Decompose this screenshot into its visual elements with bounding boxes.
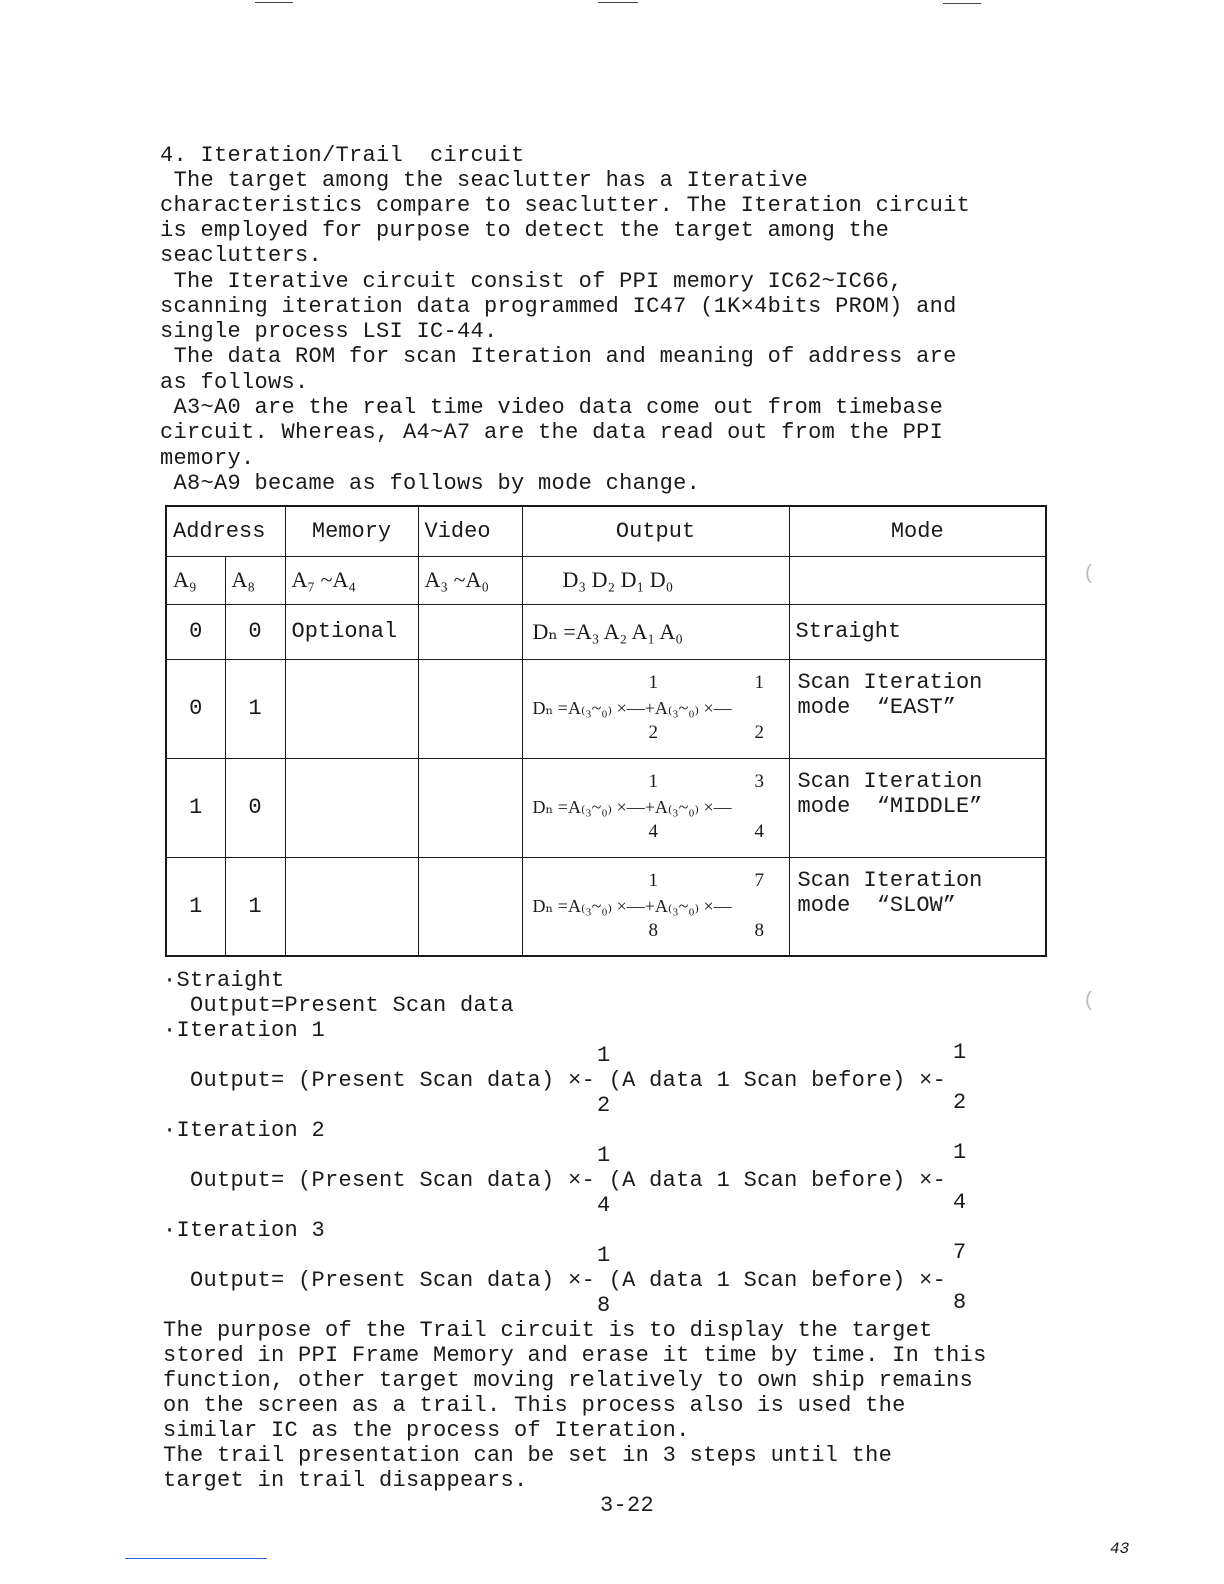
fraction-denominator: 2 (648, 721, 659, 743)
trail-para-line: The purpose of the Trail circuit is to display the target (163, 1318, 933, 1343)
sub-mode (789, 556, 1046, 604)
para4-line: A3~A0 are the real time video data come out from timebase (160, 395, 944, 420)
fraction-numerator: 1 (597, 1043, 611, 1068)
table-row (166, 604, 1046, 659)
sub-a8: A₈ (225, 556, 285, 604)
para2-line: scanning iteration data programmed IC47 (1K×4bits PROM) and (160, 294, 957, 319)
scan-mark (943, 3, 981, 4)
mode-text: Scan Iteration mode “EAST” (797, 669, 983, 720)
formula-expression: Dₙ =A₍₃~₀₎ ×—+A₍₃~₀₎ ×— (532, 895, 732, 916)
table-header-row (166, 506, 1046, 556)
cell-a9: 1 (166, 857, 225, 956)
cell-video (418, 604, 522, 659)
iteration-label: ·Iteration 2 (163, 1118, 326, 1143)
fraction-denominator: 4 (953, 1190, 967, 1215)
fraction-numerator: 1 (648, 869, 659, 891)
table-subheader-row (166, 556, 1046, 604)
header-memory: Memory (285, 506, 418, 556)
cell-video (418, 659, 522, 758)
fraction-numerator: 1 (648, 770, 659, 792)
address-mode-table (165, 505, 1047, 957)
iteration-label: ·Iteration 3 (163, 1218, 326, 1243)
mode-text: Scan Iteration mode “SLOW” (797, 867, 983, 918)
fraction-denominator: 8 (754, 919, 765, 941)
cell-output: Dₙ =A₃ A₂ A₁ A₀ (522, 604, 789, 659)
fraction-numerator: 7 (754, 869, 765, 891)
iteration-expression: Output= (Present Scan data) ×- (A data 1 Scan before) ×- (163, 1268, 947, 1293)
fraction-numerator: 1 (597, 1243, 611, 1268)
trail-para-line: similar IC as the process of Iteration. (163, 1418, 690, 1443)
footer-rule (125, 1558, 267, 1559)
sub-video: A₃ ~A₀ (418, 556, 522, 604)
trail-para-line: on the screen as a trail. This process also is used the (163, 1393, 906, 1418)
fraction-denominator: 2 (597, 1093, 611, 1118)
para1-line: seaclutters. (160, 243, 323, 268)
para3-line: The data ROM for scan Iteration and meaning of address are (160, 344, 957, 369)
cell-memory (285, 857, 418, 956)
sub-output: D₃ D₂ D₁ D₀ (522, 556, 789, 604)
straight-label: ·Straight (163, 968, 285, 993)
cell-memory (285, 659, 418, 758)
table-row (166, 857, 1046, 956)
cell-mode: Straight (789, 604, 1046, 659)
trail-para-line: target in trail disappears. (163, 1468, 528, 1493)
para4-line: circuit. Whereas, A4~A7 are the data read out from the PPI (160, 420, 944, 445)
cell-mode (789, 659, 1046, 758)
para1-line: The target among the seaclutter has a Iterative (160, 168, 809, 193)
cell-memory: Optional (285, 604, 418, 659)
para2-line: single process LSI IC-44. (160, 319, 498, 344)
header-address: Address (166, 506, 285, 556)
cell-output-formula (522, 857, 789, 956)
fraction-numerator: 1 (953, 1140, 967, 1165)
table-row (166, 758, 1046, 857)
para5: A8~A9 became as follows by mode change. (160, 471, 701, 496)
fraction-numerator: 7 (953, 1240, 967, 1265)
fraction-denominator: 2 (953, 1090, 967, 1115)
formula-expression: Dₙ =A₍₃~₀₎ ×—+A₍₃~₀₎ ×— (532, 697, 732, 718)
fraction-numerator: 1 (648, 671, 659, 693)
header-mode: Mode (789, 506, 1046, 556)
corner-mark: 43 (1110, 1540, 1130, 1558)
para4-line: memory. (160, 446, 255, 471)
cell-a8: 1 (225, 659, 285, 758)
scan-mark: ( (1083, 563, 1096, 586)
table-row (166, 659, 1046, 758)
cell-video (418, 857, 522, 956)
section-title: 4. Iteration/Trail circuit (160, 143, 525, 168)
fraction-denominator: 4 (597, 1193, 611, 1218)
para2-line: The Iterative circuit consist of PPI memory IC62~IC66, (160, 269, 903, 294)
cell-a8: 1 (225, 857, 285, 956)
scan-mark: ( (1083, 990, 1096, 1013)
fraction-denominator: 4 (648, 820, 659, 842)
cell-a9: 0 (166, 659, 225, 758)
trail-para-line: The trail presentation can be set in 3 steps until the (163, 1443, 893, 1468)
fraction-numerator: 1 (597, 1143, 611, 1168)
cell-a9: 0 (166, 604, 225, 659)
fraction-denominator: 8 (597, 1293, 611, 1318)
straight-output: Output=Present Scan data (163, 993, 515, 1018)
cell-a8: 0 (225, 604, 285, 659)
fraction-denominator: 8 (953, 1290, 967, 1315)
scan-mark (598, 2, 638, 3)
sub-memory: A₇ ~A₄ (285, 556, 418, 604)
fraction-numerator: 1 (953, 1040, 967, 1065)
para1-line: is employed for purpose to detect the target among the (160, 218, 890, 243)
cell-mode (789, 758, 1046, 857)
mode-text: Scan Iteration mode “MIDDLE” (797, 768, 983, 819)
scan-mark (255, 2, 293, 3)
header-video: Video (418, 506, 522, 556)
page-number: 3-22 (600, 1493, 655, 1518)
formula-expression: Dₙ =A₍₃~₀₎ ×—+A₍₃~₀₎ ×— (532, 796, 732, 817)
para1-line: characteristics compare to seaclutter. The Iteration circuit (160, 193, 971, 218)
cell-a8: 0 (225, 758, 285, 857)
para3-line: as follows. (160, 370, 309, 395)
trail-para-line: stored in PPI Frame Memory and erase it time by time. In this (163, 1343, 987, 1368)
cell-memory (285, 758, 418, 857)
fraction-numerator: 3 (754, 770, 765, 792)
iteration-label: ·Iteration 1 (163, 1018, 326, 1043)
iteration-expression: Output= (Present Scan data) ×- (A data 1 Scan before) ×- (163, 1068, 947, 1093)
header-output: Output (522, 506, 789, 556)
fraction-numerator: 1 (754, 671, 765, 693)
cell-video (418, 758, 522, 857)
fraction-denominator: 8 (648, 919, 659, 941)
sub-a9: A₉ (166, 556, 225, 604)
fraction-denominator: 4 (754, 820, 765, 842)
cell-output-formula (522, 659, 789, 758)
fraction-denominator: 2 (754, 721, 765, 743)
cell-mode (789, 857, 1046, 956)
cell-output-formula (522, 758, 789, 857)
iteration-expression: Output= (Present Scan data) ×- (A data 1 Scan before) ×- (163, 1168, 947, 1193)
cell-a9: 1 (166, 758, 225, 857)
trail-para-line: function, other target moving relatively to own ship remains (163, 1368, 974, 1393)
